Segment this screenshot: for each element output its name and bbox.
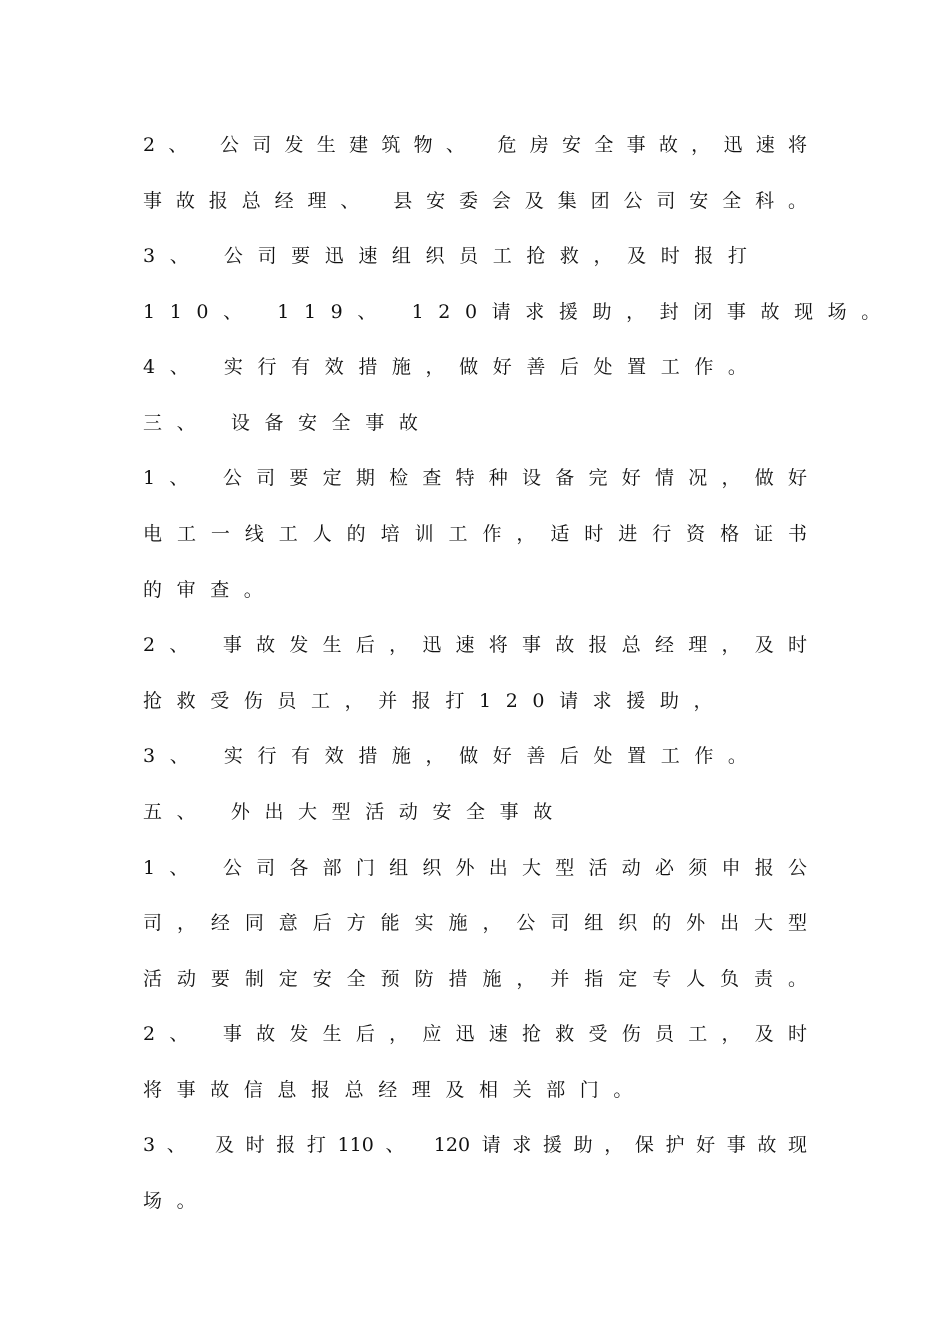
text-line: 抢救受伤员工，并报打120请求援助， — [143, 690, 728, 712]
text-line: 活动要制定安全预防措施，并指定专人负责。 — [143, 968, 807, 990]
text-line: 事故报总经理、 县安委会及集团公司安全科。 — [143, 190, 807, 212]
text-line: 2、 事故发生后，应迅速抢救受伤员工，及时 — [143, 1023, 807, 1045]
text-line: 3、 及时报打110、 120请求援助，保护好事故现 — [143, 1134, 807, 1156]
text-line: 4、 实行有效措施，做好善后处置工作。 — [143, 356, 762, 378]
text-line: 将事故信息报总经理及相关部门。 — [143, 1079, 648, 1101]
text-line: 场。 — [143, 1190, 211, 1212]
text-line: 3、 公司要迅速组织员工抢救，及时报打 — [143, 245, 762, 267]
text-line: 电工一线工人的培训工作，适时进行资格证书 — [143, 523, 807, 545]
text-line: 3、 实行有效措施，做好善后处置工作。 — [143, 745, 762, 767]
text-line: 110、 119、 120请求援助，封闭事故现场。 — [143, 301, 895, 323]
text-line: 司，经同意后方能实施，公司组织的外出大型 — [143, 912, 807, 934]
text-line: 的审查。 — [143, 579, 278, 601]
text-line: 2、 事故发生后，迅速将事故报总经理，及时 — [143, 634, 807, 656]
text-line: 2、 公司发生建筑物、 危房安全事故，迅速将 — [143, 134, 807, 156]
text-line: 1、 公司各部门组织外出大型活动必须申报公 — [143, 857, 807, 879]
section-heading: 五、 外出大型活动安全事故 — [143, 801, 567, 823]
section-heading: 三、 设备安全事故 — [143, 412, 433, 434]
text-line: 1、 公司要定期检查特种设备完好情况，做好 — [143, 467, 807, 489]
